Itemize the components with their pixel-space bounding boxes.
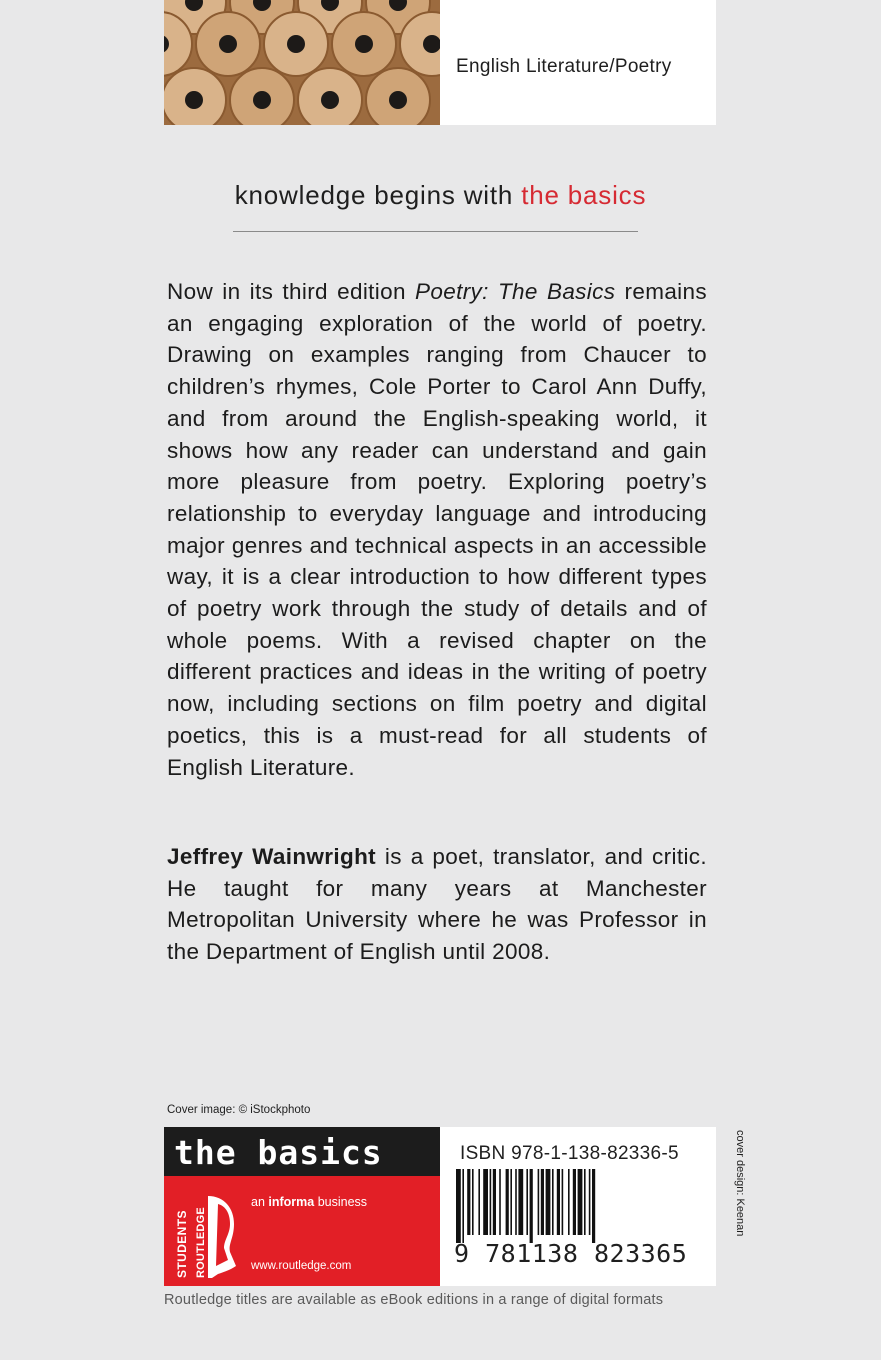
isbn-label: ISBN 978-1-138-82336-5: [460, 1143, 679, 1164]
blurb-lead: Now in its third edition: [167, 279, 416, 304]
routledge-logo-icon: [174, 1194, 240, 1278]
blurb-book-title: Poetry: The Basics: [415, 279, 616, 304]
series-title: the basics: [174, 1133, 383, 1172]
cover-photo-pencils: [164, 0, 440, 125]
blurb-body: remains an engaging exploration of the world of poetry. Drawing on examples ranging from Chaucer to children’s rhymes, Cole Porter to Carol Ann Duffy, and from around the English-speaking world, it shows how any reader can understand and gain more pleasure from poetry. Exploring poetry’s relationship to everyday language and introducing major genres and technical aspects in an accessible way, it is a clear introduction to how different types of poetry work through the study of details and of whole poems. With a revised chapter on the different practices and ideas in the writing of poetry now, including sections on film poetry and digital poetics, this is a must-read for all students of English Literature.: [167, 279, 707, 780]
publisher-panel: [164, 1176, 440, 1286]
series-panel: [164, 1127, 440, 1286]
author-bio-text: is a poet, translator, and critic. He taught for many years at Manchester Metropolitan University where he was Professor in the Department of English until 2008.: [167, 844, 707, 965]
pencil-end: [164, 68, 226, 125]
cover-design-credit: cover design: Keenan: [734, 1130, 746, 1237]
category-panel: [440, 0, 716, 125]
logo-main-text: ROUTLEDGE: [195, 1207, 207, 1278]
pencil-end: [196, 12, 260, 76]
isbn-panel: [440, 1127, 716, 1286]
category-label: English Literature/Poetry: [456, 56, 672, 77]
tagline-highlight: the basics: [521, 180, 647, 210]
publisher-website: www.routledge.com: [251, 1260, 352, 1272]
book-blurb: [167, 276, 707, 783]
series-header: [164, 1127, 440, 1176]
pencil-end: [332, 12, 396, 76]
author-bio: [167, 841, 707, 968]
ebook-availability-note: Routledge titles are available as eBook editions in a range of digital formats: [164, 1292, 664, 1308]
pencil-end: [264, 12, 328, 76]
logo-sub-text: STUDENTS: [175, 1210, 189, 1278]
top-band: [164, 0, 716, 125]
pencil-end: [366, 68, 430, 125]
cover-image-credit: Cover image: © iStockphoto: [167, 1104, 311, 1116]
pencil-end: [298, 68, 362, 125]
series-tagline: [0, 180, 881, 211]
barcode-icon: [454, 1169, 704, 1243]
tagline-prefix: knowledge begins with: [234, 180, 514, 210]
bottom-band: [164, 1127, 716, 1286]
barcode-digits: 9 781138 823365: [454, 1239, 688, 1268]
tagline-divider: [233, 231, 638, 232]
informa-business-text: an informa business: [251, 1195, 368, 1209]
author-name: Jeffrey Wainwright: [167, 844, 377, 869]
pencil-ends-image: [164, 0, 440, 125]
pencil-end: [230, 68, 294, 125]
